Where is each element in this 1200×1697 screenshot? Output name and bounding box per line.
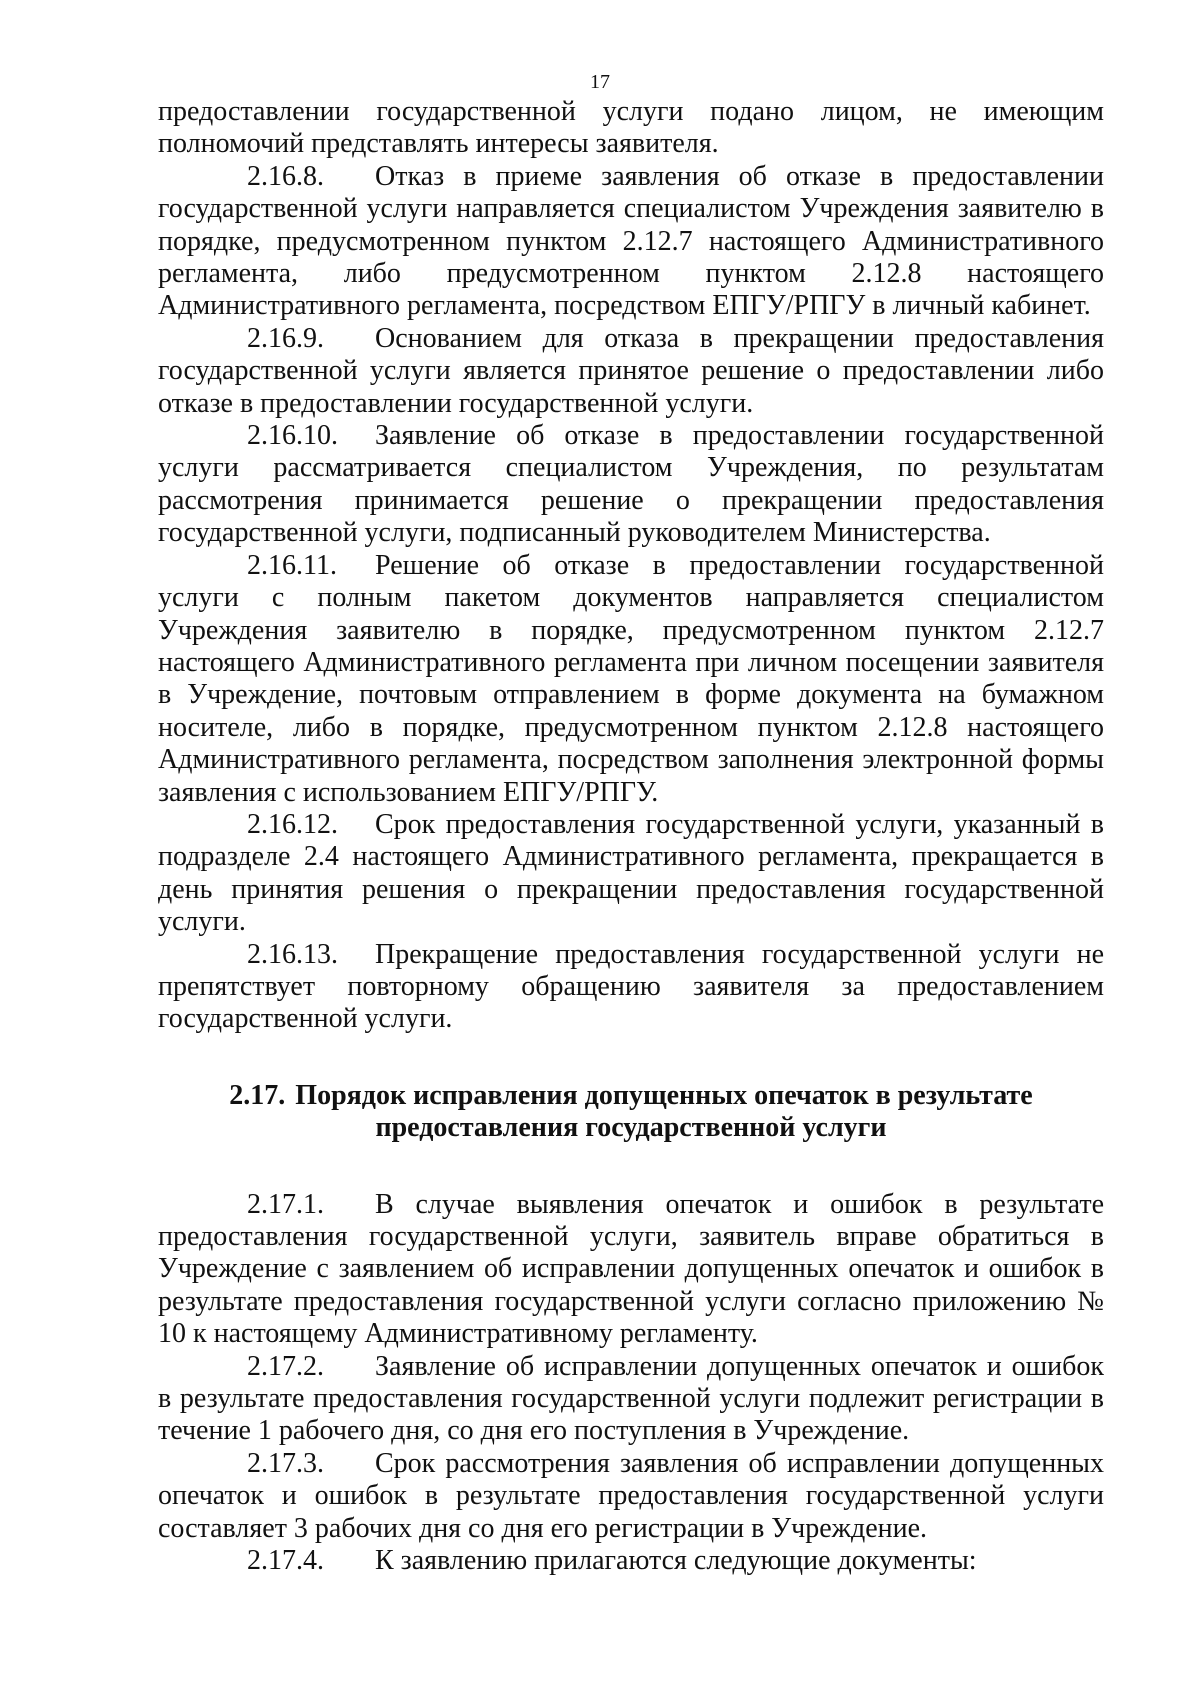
section-number: 2.17. — [229, 1079, 286, 1111]
paragraph-text: Прекращение предоставления государственной услуги не препятствует повторному обращению заявителя за предоставлением государственной услуги. — [158, 938, 1104, 1035]
document-body — [158, 96, 1104, 1577]
paragraph-text: Решение об отказе в предоставлении государственной услуги с полным пакетом документов направляется специалистом Учреждения заявителю в порядке, предусмотренном пунктом 2.12.7 настоящего Административного регламента при личном посещении заявителя в Учреждение, почтовым отправлением в форме документа на бумажном носителе, либо в порядке, предусмотренном пунктом 2.12.8 настоящего Административного регламента, посредством заполнения электронной формы заявления с использованием ЕПГУ/РПГУ. — [158, 549, 1104, 808]
paragraph-number: 2.16.10. — [247, 420, 338, 452]
paragraph-text: Заявление об исправлении допущенных опечаток и ошибок в результате предоставления государственной услуги подлежит регистрации в течение 1 рабочего дня, со дня его поступления в Учреждение. — [158, 1350, 1104, 1447]
paragraph-text: Основанием для отказа в прекращении предоставления государственной услуги является принятое решение о предоставлении либо отказе в предоставлении государственной услуги. — [158, 322, 1104, 419]
paragraph-text: Срок рассмотрения заявления об исправлении допущенных опечаток и ошибок в результате предоставления государственной услуги составляет 3 рабочих дня со дня его регистрации в Учреждение. — [158, 1447, 1104, 1544]
paragraph-number: 2.17.3. — [247, 1447, 324, 1479]
paragraph-number: 2.16.8. — [247, 160, 324, 192]
paragraph-2-16-10 — [158, 420, 1104, 550]
paragraph-number: 2.16.13. — [247, 938, 338, 970]
paragraph-2-16-8 — [158, 161, 1104, 323]
paragraph-number: 2.17.4. — [247, 1545, 324, 1577]
paragraph-text: Отказ в приеме заявления об отказе в предоставлении государственной услуги направляется специалистом Учреждения заявителю в порядке, предусмотренном пунктом 2.12.7 настоящего Административного регламента, либо предусмотренном пунктом 2.12.8 настоящего Административного регламента, посредством ЕПГУ/РПГУ в личный кабинет. — [158, 160, 1104, 322]
paragraph-text: К заявлению прилагаются следующие документы: — [375, 1545, 977, 1577]
paragraph-text: В случае выявления опечаток и ошибок в результате предоставления государственной услуги, заявитель вправе обратиться в Учреждение с заявлением об исправлении допущенных опечаток и ошибок в результате предоставления государственной услуги согласно приложению № 10 к настоящему Административному регламенту. — [158, 1188, 1104, 1350]
paragraph-text: Срок предоставления государственной услуги, указанный в подразделе 2.4 настоящего Административного регламента, прекращается в день принятия решения о прекращении предоставления государственной услуги. — [158, 808, 1104, 938]
paragraph-2-17-3 — [158, 1448, 1104, 1545]
paragraph-2-16-12 — [158, 809, 1104, 939]
paragraph-2-16-11 — [158, 550, 1104, 809]
continued-paragraph: предоставлении государственной услуги подано лицом, не имеющим полномочий представлять интересы заявителя. — [158, 96, 1104, 160]
paragraph-2-17-2 — [158, 1351, 1104, 1448]
paragraph-number: 2.16.11. — [247, 549, 337, 581]
section-title: Порядок исправления допущенных опечаток в результате предоставления государственной услуги — [295, 1079, 1033, 1144]
paragraph-text: Заявление об отказе в предоставлении государственной услуги рассматривается специалистом Учреждения, по результатам рассмотрения принимается решение о прекращении предоставления государственной услуги, подписанный руководителем Министерства. — [158, 420, 1104, 549]
paragraph-2-16-13 — [158, 939, 1104, 1036]
page-number: 17 — [590, 71, 610, 93]
paragraph-number: 2.16.9. — [247, 322, 324, 354]
paragraph-2-17-1 — [158, 1189, 1104, 1351]
paragraph-2-17-4 — [158, 1545, 1104, 1577]
paragraph-number: 2.16.12. — [247, 808, 338, 840]
paragraph-number: 2.17.1. — [247, 1188, 324, 1220]
paragraph-number: 2.17.2. — [247, 1350, 324, 1382]
paragraph-2-16-9 — [158, 323, 1104, 420]
section-heading — [158, 1080, 1104, 1145]
